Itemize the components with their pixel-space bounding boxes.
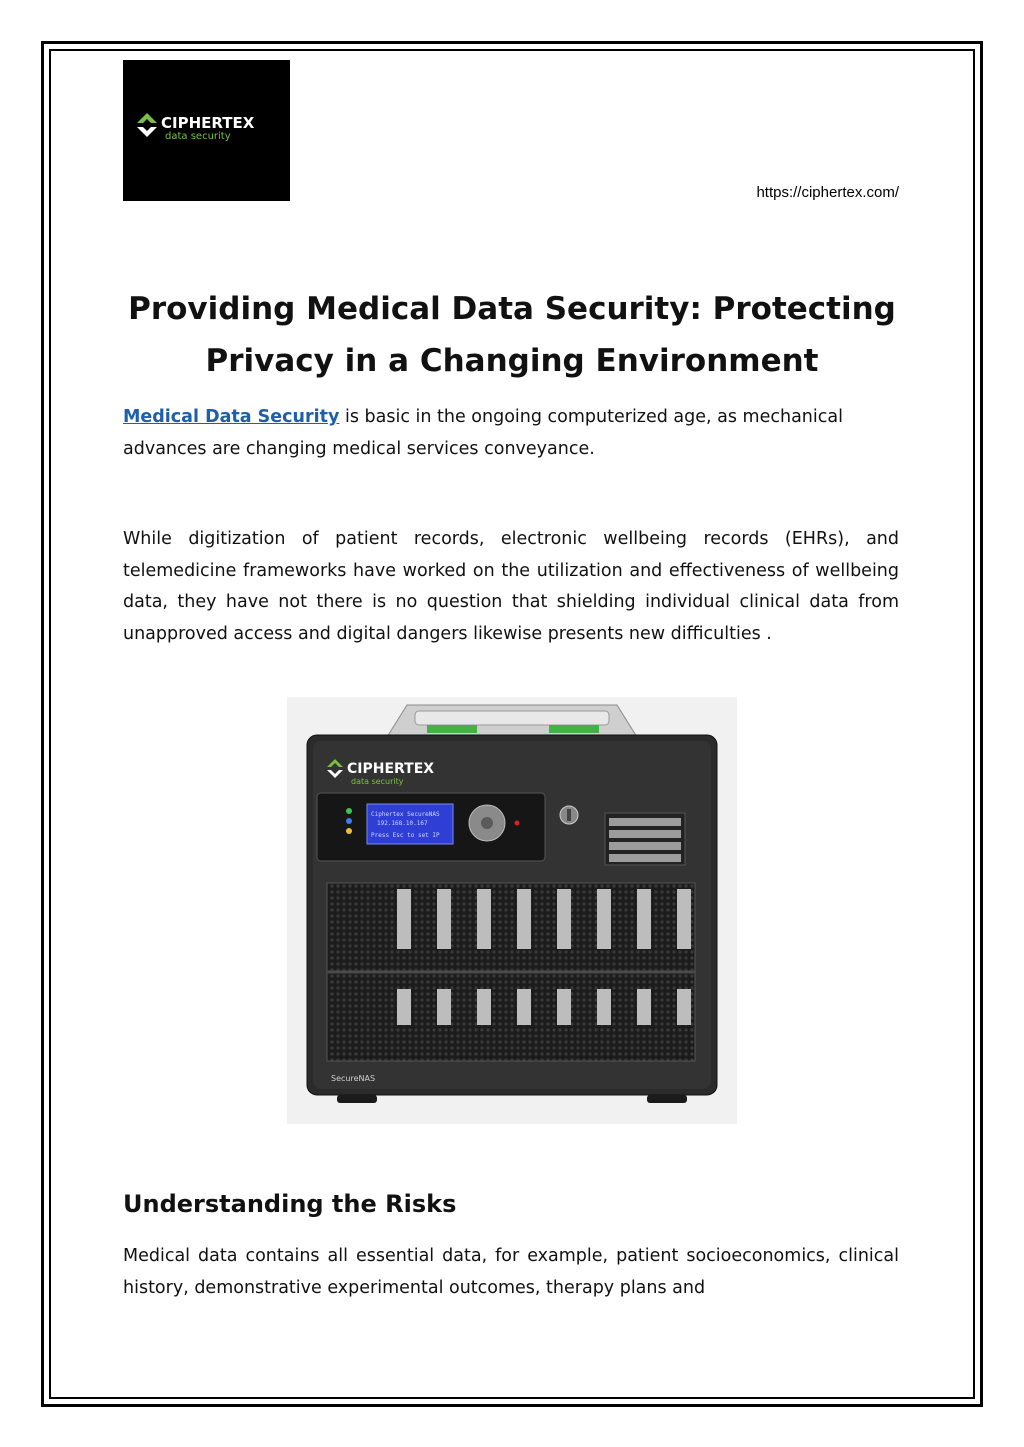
intro-paragraph — [123, 402, 899, 465]
title-line-1: Providing Medical Data Security: Protecting — [128, 291, 896, 327]
site-url[interactable]: https://ciphertex.com/ — [756, 184, 899, 201]
medical-data-security-link[interactable]: Medical Data Security — [123, 407, 340, 427]
article-title — [123, 283, 901, 387]
ciphertex-logo — [123, 60, 290, 201]
paragraph-risks: Medical data contains all essential data, for example, patient socioeconomics, clinical history, demonstrative experimental outcomes, therapy plans and — [123, 1246, 899, 1298]
logo-diamond-icon — [137, 113, 157, 137]
securenas-device-image — [287, 697, 737, 1124]
device-tagline-text: data security — [351, 777, 404, 786]
device-brand-text: CIPHERTEX — [347, 761, 435, 777]
intro-paragraph-text: is basic in the ongoing computerized age, as mechanical advances are changing medical services conveyance. — [123, 407, 843, 459]
lcd-line-3: Press Esc to set IP — [371, 832, 440, 839]
title-line-2: Privacy in a Changing Environment — [205, 343, 819, 379]
lcd-line-1: Ciphertex SecureNAS — [371, 811, 440, 818]
paragraph-digitization: While digitization of patient records, electronic wellbeing records (EHRs), and telemedicine frameworks have worked on the utilization and effectiveness of wellbeing data, they have not there is no question that shielding individual clinical data from unapproved access and digital dangers likewise presents new difficulties . — [123, 529, 899, 644]
device-model-text: SecureNAS — [331, 1074, 376, 1083]
section-heading-risks: Understanding the Risks — [123, 1190, 457, 1218]
logo-tagline-text: data security — [165, 131, 231, 142]
logo-brand-text: CIPHERTEX — [161, 114, 255, 132]
lcd-line-2: 192.168.10.167 — [377, 820, 428, 827]
